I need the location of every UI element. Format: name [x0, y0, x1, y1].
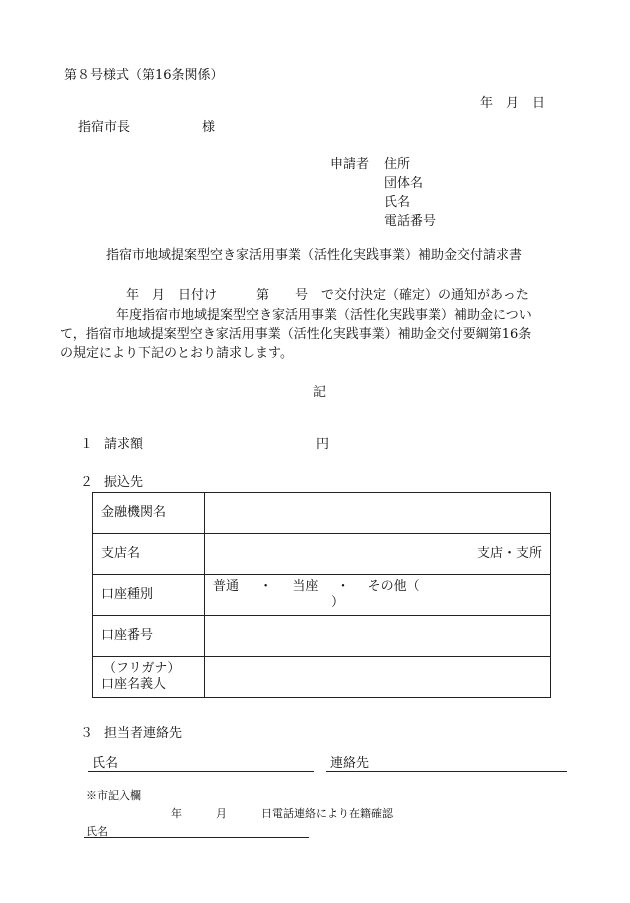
option-other-close: ） — [331, 595, 345, 610]
bank-transfer-table — [92, 492, 551, 698]
section2-number: ２ — [80, 475, 94, 490]
contact-phone-line[interactable] — [326, 771, 567, 772]
city-use-month: 月 — [216, 807, 227, 820]
account-holder-field[interactable] — [205, 657, 551, 698]
section1-label: 請求額 — [104, 437, 144, 452]
option-touza[interactable]: 当座 — [292, 579, 319, 594]
section2-label: 振込先 — [104, 475, 144, 490]
body-line-2: 年度指宿市地域提案型空き家活用事業（活性化実践事業）補助金につい — [116, 308, 532, 323]
date-line: 年 月 日 — [480, 96, 546, 111]
body-line-4: の規定により下記のとおり請求します。 — [60, 346, 293, 361]
bank-name-field[interactable] — [205, 493, 551, 534]
section3-label: 担当者連絡先 — [104, 726, 183, 741]
document-title: 指宿市地域提案型空き家活用事業（活性化実践事業）補助金交付請求書 — [106, 248, 523, 263]
branch-field[interactable] — [205, 534, 551, 575]
table-row — [93, 534, 551, 575]
section1-number: １ — [80, 437, 94, 452]
ki-heading: 記 — [313, 385, 327, 400]
body-line-3: て，指宿市地域提案型空き家活用事業（活性化実践事業）補助金交付要綱第16条 — [60, 327, 532, 342]
table-row — [93, 493, 551, 534]
applicant-name-label: 氏名 — [384, 195, 411, 210]
city-use-name-label: 氏名 — [86, 825, 108, 838]
city-use-confirm: 日電話連絡により在籍確認 — [261, 807, 393, 820]
account-holder-name-label: 口座名義人 — [101, 677, 167, 692]
option-separator: ・ — [259, 579, 273, 594]
account-number-field[interactable] — [205, 616, 551, 657]
form-id: 第８号様式（第16条関係） — [64, 68, 224, 83]
option-futsu[interactable]: 普通 — [213, 579, 240, 594]
applicant-address-label: 住所 — [384, 157, 411, 172]
bank-name-label: 金融機関名 — [93, 493, 205, 534]
branch-label: 支店名 — [93, 534, 205, 575]
addressee-name: 指宿市長 — [78, 120, 131, 135]
section1-unit: 円 — [316, 437, 330, 452]
option-other[interactable]: その他（ — [367, 579, 420, 594]
furigana-label: （フリガナ） — [103, 661, 181, 676]
body-line-1: 年 月 日付け 第 号 で交付決定（確定）の通知があった — [126, 288, 529, 303]
applicant-label: 申請者 — [330, 157, 370, 172]
account-type-label: 口座種別 — [93, 575, 205, 616]
contact-name-label: 氏名 — [92, 756, 119, 771]
contact-name-line[interactable] — [88, 771, 314, 772]
city-use-name-line[interactable] — [84, 837, 309, 838]
applicant-phone-label: 電話番号 — [384, 214, 437, 229]
account-number-label: 口座番号 — [93, 616, 205, 657]
branch-suffix: 支店・支所 — [476, 546, 542, 561]
applicant-group-label: 団体名 — [384, 176, 424, 191]
account-type-field[interactable] — [205, 575, 551, 616]
addressee-honorific: 様 — [202, 120, 216, 135]
table-row — [93, 575, 551, 616]
city-use-label: ※市記入欄 — [86, 789, 141, 802]
option-separator: ・ — [336, 579, 350, 594]
table-row — [93, 657, 551, 698]
account-holder-label — [93, 657, 205, 698]
section3-number: ３ — [80, 726, 94, 741]
table-row — [93, 616, 551, 657]
city-use-year: 年 — [171, 807, 182, 820]
contact-phone-label: 連絡先 — [330, 756, 370, 771]
